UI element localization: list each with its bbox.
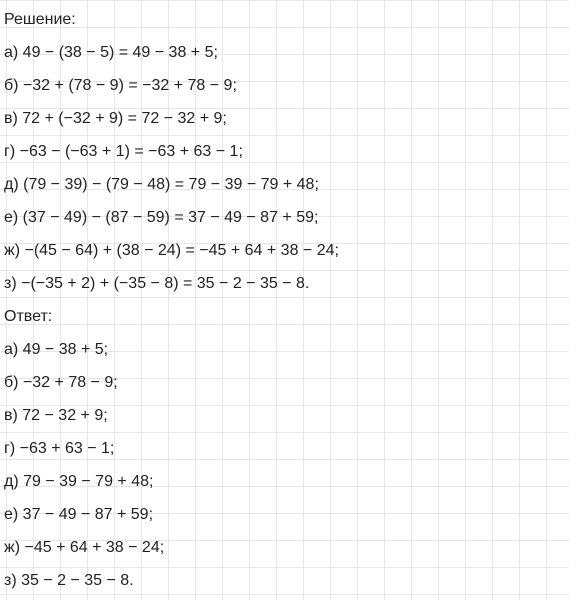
solution-line-g: г) −63 − (−63 + 1) = −63 + 63 − 1; bbox=[4, 143, 243, 160]
answer-line-e: е) 37 − 49 − 87 + 59; bbox=[4, 506, 154, 523]
answer-line-b: б) −32 + 78 − 9; bbox=[4, 374, 118, 391]
answer-line-z: з) 35 − 2 − 35 − 8. bbox=[4, 572, 134, 589]
solution-heading: Решение: bbox=[4, 11, 76, 28]
answer-line-d: д) 79 − 39 − 79 + 48; bbox=[4, 473, 154, 490]
solution-line-e: е) (37 − 49) − (87 − 59) = 37 − 49 − 87 + 59; bbox=[4, 209, 319, 226]
solution-line-zh: ж) −(45 − 64) + (38 − 24) = −45 + 64 + 38 − 24; bbox=[4, 242, 339, 259]
solution-line-d: д) (79 − 39) − (79 − 48) = 79 − 39 − 79 + 48; bbox=[4, 176, 319, 193]
solution-line-z: з) −(−35 + 2) + (−35 − 8) = 35 − 2 − 35 − 8. bbox=[4, 275, 310, 292]
solution-line-a: а) 49 − (38 − 5) = 49 − 38 + 5; bbox=[4, 44, 218, 61]
solution-line-v: в) 72 + (−32 + 9) = 72 − 32 + 9; bbox=[4, 110, 227, 127]
answer-line-a: а) 49 − 38 + 5; bbox=[4, 341, 109, 358]
answer-line-zh: ж) −45 + 64 + 38 − 24; bbox=[4, 539, 165, 556]
answer-heading: Ответ: bbox=[4, 308, 53, 325]
answer-line-g: г) −63 + 63 − 1; bbox=[4, 440, 115, 457]
answer-line-v: в) 72 − 32 + 9; bbox=[4, 407, 108, 424]
solution-line-b: б) −32 + (78 − 9) = −32 + 78 − 9; bbox=[4, 77, 237, 94]
